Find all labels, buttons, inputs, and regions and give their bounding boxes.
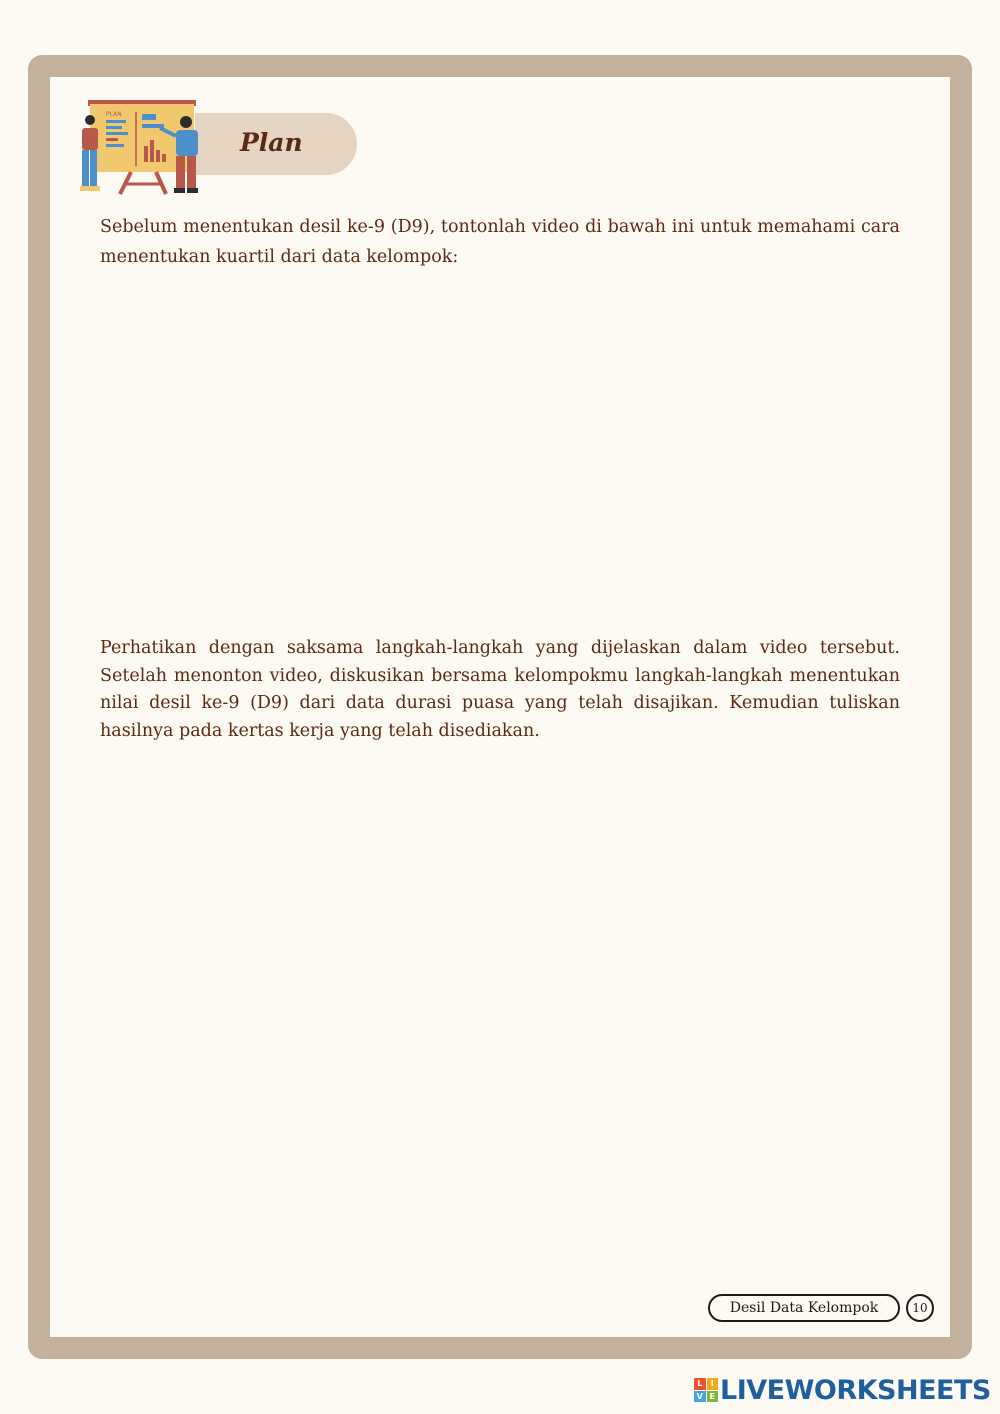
page-title: Plan <box>240 128 303 157</box>
logo-letter: I <box>707 1378 719 1390</box>
logo-letter: L <box>694 1378 706 1390</box>
instruction-paragraph: Perhatikan dengan saksama langkah-langkah yang dijelaskan dalam video tersebut. Setelah menonton video, diskusikan bersama kelompokmu langkah-langkah menentukan nilai desil ke-9 (D9) dari data durasi puasa yang telah disajikan. Kemudian tuliskan hasilnya pada kertas kerja yang telah disediakan. <box>100 638 900 741</box>
intro-paragraph: Sebelum menentukan desil ke-9 (D9), tontonlah video di bawah ini untuk memahami cara menentukan kuartil dari data kelompok: <box>100 217 900 267</box>
liveworksheets-logo[interactable] <box>694 1374 991 1406</box>
logo-letter: E <box>707 1391 719 1403</box>
footer-chapter-label: Desil Data Kelompok <box>708 1294 900 1322</box>
presentation-illustration-icon <box>76 98 208 196</box>
page-number: 10 <box>906 1294 934 1322</box>
liveworksheets-icon <box>694 1378 718 1402</box>
board-title: PLAN <box>106 111 122 118</box>
brand-text: LIVEWORKSHEETS <box>720 1374 991 1406</box>
logo-letter: V <box>694 1391 706 1403</box>
